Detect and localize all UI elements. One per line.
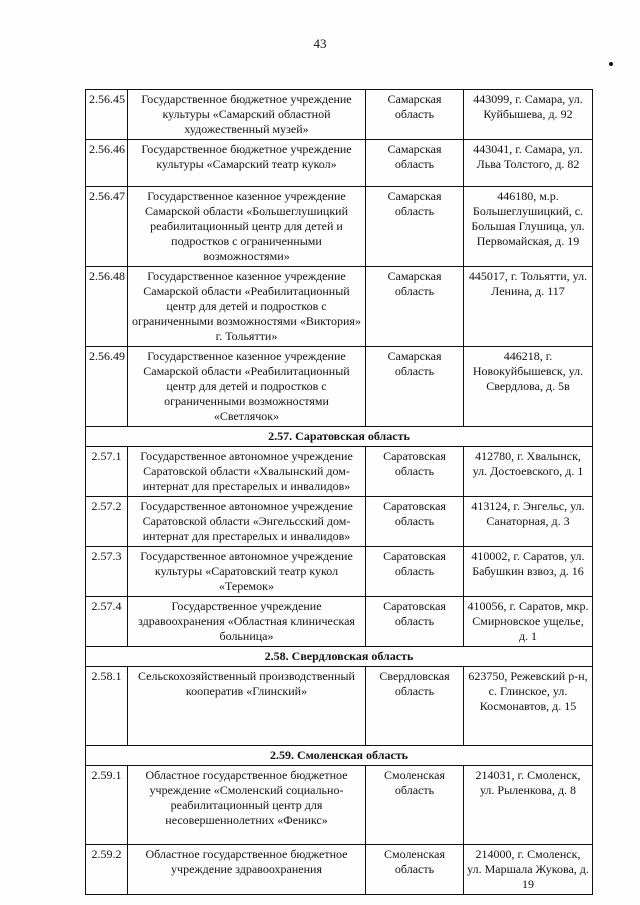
section-heading: 2.57. Саратовская область [86,427,593,447]
table-row [86,140,593,187]
section-heading: 2.58. Свердловская область [86,647,593,667]
institution-name: Государственное автономное учреждение Саратовской области «Энгельсский дом-интернат для престарелых и инвалидов» [128,497,366,547]
row-number: 2.56.48 [86,267,128,347]
address: 623750, Режевский р-н, с. Глинское, ул. Космонавтов, д. 15 [464,667,593,746]
address: 412780, г. Хвалынск, ул. Достоевского, д. 1 [464,447,593,497]
region: Свердловская область [366,667,464,746]
row-number: 2.57.2 [86,497,128,547]
table-row [86,845,593,895]
table-row [86,667,593,746]
table-row [86,267,593,347]
region: Саратовская область [366,597,464,647]
table-row [86,187,593,267]
address: 214000, г. Смоленск, ул. Маршала Жукова, д. 19 [464,845,593,895]
address: 410056, г. Саратов, мкр. Смирновское ущелье, д. 1 [464,597,593,647]
section-heading: 2.59. Смоленская область [86,746,593,766]
institutions-table [85,89,593,895]
region: Смоленская область [366,766,464,845]
row-number: 2.57.4 [86,597,128,647]
row-number: 2.56.49 [86,347,128,427]
row-number: 2.56.45 [86,90,128,140]
institution-name: Государственное учреждение здравоохранения «Областная клиническая больница» [128,597,366,647]
institution-name: Государственное бюджетное учреждение культуры «Самарский театр кукол» [128,140,366,187]
address: 446180, м.р. Большеглушицкий, с. Большая Глушица, ул. Первомайская, д. 19 [464,187,593,267]
region: Самарская область [366,267,464,347]
table-row [86,766,593,845]
region: Смоленская область [366,845,464,895]
table-row [86,90,593,140]
address: 443041, г. Самара, ул. Льва Толстого, д. 82 [464,140,593,187]
region: Самарская область [366,90,464,140]
institution-name: Государственное автономное учреждение Саратовской области «Хвалынский дом-интернат для престарелых и инвалидов» [128,447,366,497]
address: 214031, г. Смоленск, ул. Рыленкова, д. 8 [464,766,593,845]
region: Самарская область [366,187,464,267]
region: Саратовская область [366,497,464,547]
institution-name: Областное государственное бюджетное учреждение «Смоленский социально-реабилитационный центр для несовершеннолетних «Феникс» [128,766,366,845]
institution-name: Областное государственное бюджетное учреждение здравоохранения [128,845,366,895]
institution-name: Государственное казенное учреждение Самарской области «Реабилитационный центр для детей и подростков с ограниченными возможностями «Светлячок» [128,347,366,427]
row-number: 2.58.1 [86,667,128,746]
scan-dot [609,62,613,66]
row-number: 2.56.46 [86,140,128,187]
table-row [86,347,593,427]
address: 445017, г. Тольятти, ул. Ленина, д. 117 [464,267,593,347]
region: Саратовская область [366,447,464,497]
institution-name: Государственное автономное учреждение культуры «Саратовский театр кукол «Теремок» [128,547,366,597]
table-row [86,497,593,547]
table-row [86,597,593,647]
row-number: 2.57.3 [86,547,128,597]
table-row [86,547,593,597]
institution-name: Государственное казенное учреждение Самарской области «Реабилитационный центр для детей и подростков с ограниченными возможностями «Виктория» г. Тольятти» [128,267,366,347]
row-number: 2.56.47 [86,187,128,267]
row-number: 2.57.1 [86,447,128,497]
row-number: 2.59.2 [86,845,128,895]
address: 413124, г. Энгельс, ул. Санаторная, д. 3 [464,497,593,547]
section-row [86,427,593,447]
page-number: 43 [313,36,327,51]
address: 446218, г. Новокуйбышевск, ул. Свердлова, д. 5в [464,347,593,427]
address: 410002, г. Саратов, ул. Бабушкин взвоз, д. 16 [464,547,593,597]
section-row [86,746,593,766]
table-row [86,447,593,497]
institution-name: Государственное казенное учреждение Самарской области «Большеглушицкий реабилитационный центр для детей и подростков с ограниченными возможностями» [128,187,366,267]
address: 443099, г. Самара, ул. Куйбышева, д. 92 [464,90,593,140]
section-row [86,647,593,667]
region: Самарская область [366,140,464,187]
row-number: 2.59.1 [86,766,128,845]
institution-name: Государственное бюджетное учреждение культуры «Самарский областной художественный музей» [128,90,366,140]
region: Саратовская область [366,547,464,597]
region: Самарская область [366,347,464,427]
institution-name: Сельскохозяйственный производственный кооператив «Глинский» [128,667,366,746]
